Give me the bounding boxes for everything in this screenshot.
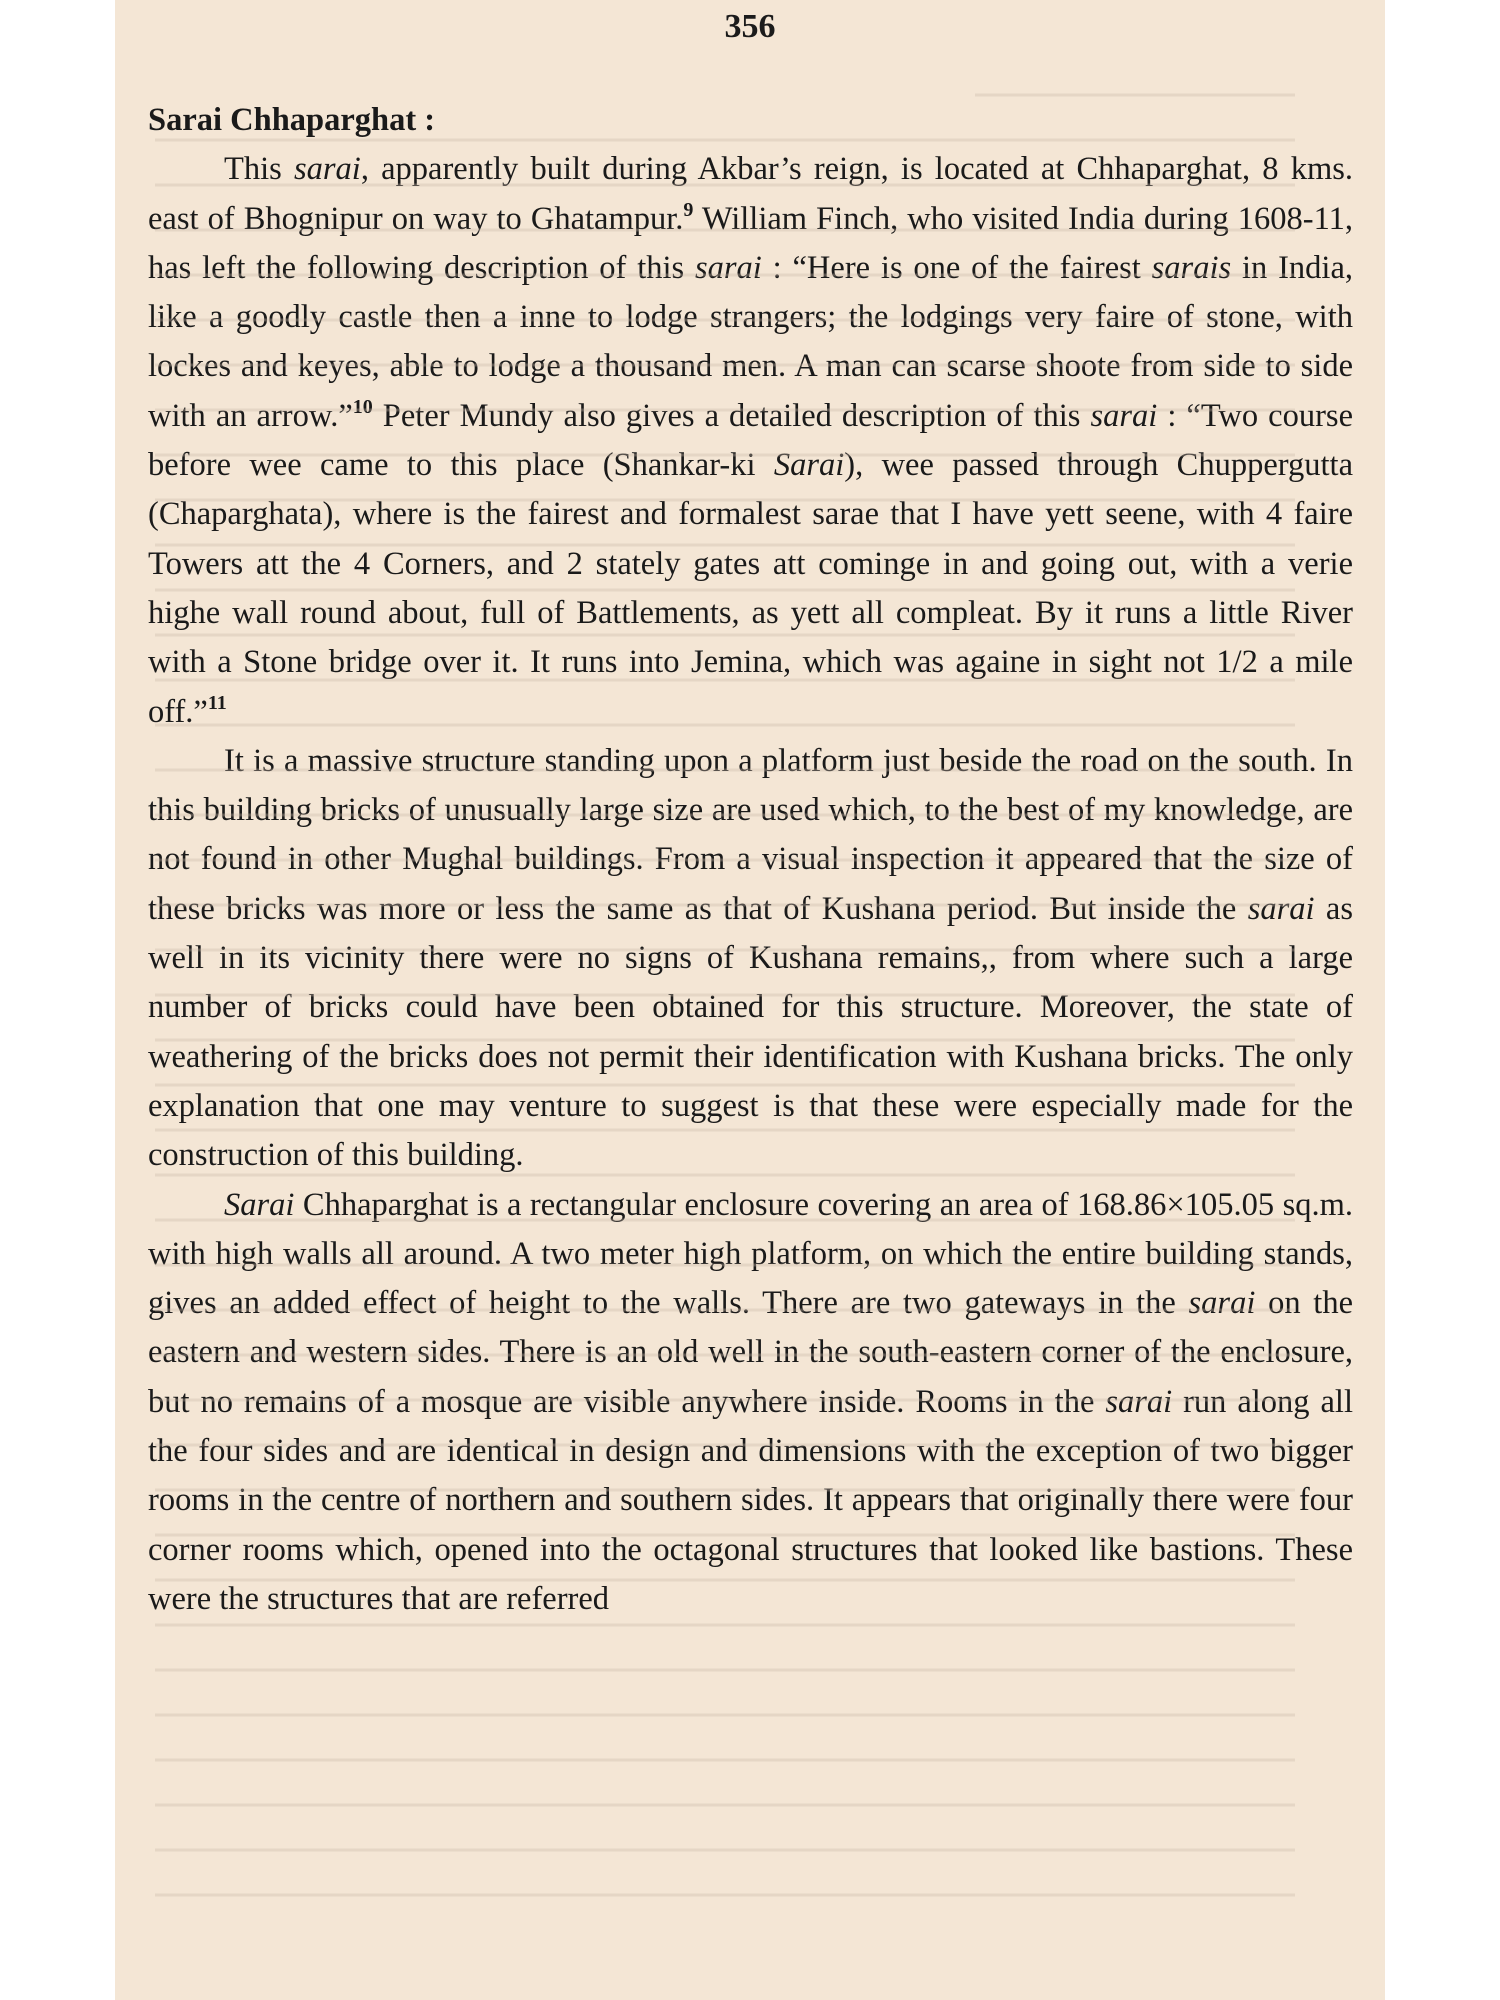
paragraph (148, 1181, 1353, 1625)
text-run: William Finch, who visited India during 1608-11, has left the following description of this (148, 200, 1353, 286)
italic-term: sarais (1151, 249, 1232, 286)
text-run: as well in its vicinity there were no signs of Kushana remains,, from where such a large number of bricks could have been obtained for this structure. Moreover, the state of weathering of the bricks does not permit their identification with Kushana bricks. The only explanation that one may venture to suggest is that these were especially made for the construction of this building. (148, 890, 1354, 1174)
italic-term: sarai (293, 151, 361, 188)
italic-term: sarai (694, 249, 762, 286)
paragraph (148, 145, 1353, 737)
text-run: Chhaparghat is a rectangular enclosure covering an area of 168.86×105.05 sq.m. with high walls all around. A two meter high platform, on which the entire building stands, gives an added effect of height to the walls. There are two gateways in the (148, 1186, 1353, 1322)
text-run: run along all the four sides and are identical in design and dimensions with the exception of two bigger rooms in the centre of northern and southern sides. It appears that originally there were four corner rooms which, opened into the octagonal structures that looked like bastions. These were the structures that are referred (148, 1383, 1353, 1617)
footnote-ref: 10 (352, 395, 373, 418)
section-heading: Sarai Chhaparghat : (148, 102, 436, 138)
italic-term: sarai (1247, 890, 1315, 927)
text-run: on the eastern and western sides. There is an old well in the south-eastern corner of the enclosure, but no remains of a mosque are visible anywhere inside. Rooms in the (148, 1285, 1353, 1420)
text-run: : “Two course before wee came to this place (Shankar-ki (148, 397, 1353, 484)
text-run: This (224, 151, 294, 188)
italic-term: sarai (1105, 1383, 1173, 1420)
scanned-page (115, 0, 1385, 2000)
italic-term: sarai (1188, 1285, 1256, 1322)
italic-term: Sarai (224, 1186, 295, 1223)
footnote-ref: 9 (683, 198, 694, 221)
italic-term: sarai (1090, 397, 1158, 434)
paragraph (148, 737, 1353, 1181)
text-run: : “Here is one of the fairest (761, 249, 1152, 286)
italic-term: Sarai (773, 447, 845, 484)
footnote-ref: 11 (207, 691, 227, 714)
text-run: ), wee passed through Chuppergutta (Chaparghata), where is the fairest and formalest sarae that I have yett seene, with 4 faire Towers att the 4 Corners, and 2 stately gates att cominge in and going out, with a verie highe wall round about, full of Battlements, as yett all compleat. By it runs a little River with a Stone bridge over it. It runs into Jemina, which was againe in sight not 1/2 a mile off.” (148, 447, 1353, 730)
page-number: 356 (724, 8, 776, 45)
text-run: in India, like a goodly castle then a inne to lodge strangers; the lodgings very faire of stone, with lockes and keyes, able to lodge a thousand men. A man can scarse shoote from side to side with an arrow.” (148, 249, 1353, 434)
text-run: It is a massive structure standing upon a platform just beside the road on the south. In this building bricks of unusually large size are used which, to the best of my knowledge, are not found in other Mughal buildings. From a visual inspection it appeared that the size of these bricks was more or less the same as that of Kushana period. But inside the (148, 742, 1353, 927)
text-run: Peter Mundy also gives a detailed description of this (372, 397, 1091, 434)
text-run: , apparently built during Akbar’s reign, is located at Chhaparghat, 8 kms. east of Bhognipur on way to Ghatampur. (148, 151, 1354, 237)
page-body (148, 96, 1353, 1624)
